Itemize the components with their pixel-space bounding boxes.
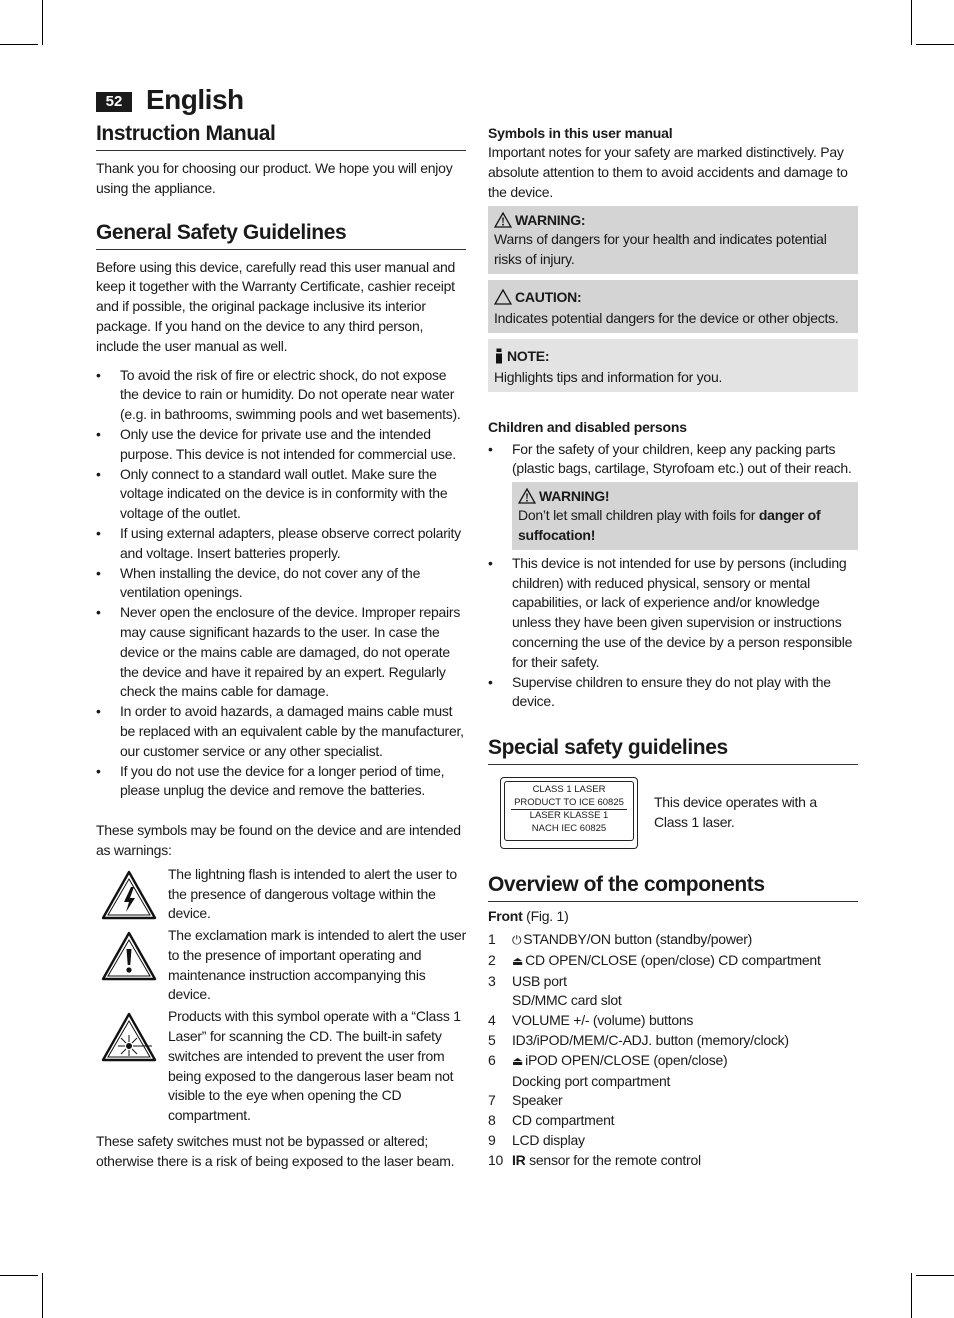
item-number: 8	[488, 1112, 496, 1129]
laser-label-line: NACH IEC 60825	[531, 822, 607, 834]
warning-text: Don’t let small children play with foils for	[518, 507, 759, 524]
symbol-description: The exclamation mark is intended to alert the user to the presence of important operating and maintenance instruction accompanying this device.	[168, 927, 466, 1003]
crop-mark	[916, 1275, 954, 1276]
symbols-manual-intro: Important notes for your safety are marked distinctively. Pay absolute attention to them to avoid accidents and damage to the device.	[488, 144, 848, 200]
item-text: VOLUME +/- (volume) buttons	[512, 1012, 694, 1029]
symbol-row-laser	[96, 1007, 466, 1126]
warning-triangle-icon	[518, 488, 536, 504]
page-language-title: English	[146, 84, 244, 115]
crop-mark	[0, 1275, 38, 1276]
item-text: iPOD OPEN/CLOSE (open/close)	[525, 1051, 728, 1068]
item-number: 6	[488, 1051, 496, 1068]
item-text: sensor for the remote control	[525, 1151, 701, 1168]
caution-text: Indicates potential dangers for the device or other objects.	[494, 309, 839, 326]
item-text: Speaker	[512, 1092, 563, 1109]
item-number: 10	[488, 1151, 504, 1168]
item-text: CD compartment	[512, 1112, 615, 1129]
right-column	[488, 124, 858, 1171]
list-item: • To avoid the risk of fire or electric shock, do not expose the device to rain or humidity. Do not operate near water (e.g. in bathrooms, swimming pools and wet basements).	[96, 366, 466, 425]
laser-warning-icon	[100, 1011, 158, 1063]
item-number: 9	[488, 1131, 496, 1148]
caution-triangle-icon	[494, 289, 512, 305]
item-number: 1	[488, 930, 496, 947]
children-list-continued	[488, 554, 858, 712]
item-number: 3	[488, 972, 496, 989]
caution-box	[488, 280, 858, 333]
children-list	[488, 440, 858, 480]
page-number: 52	[96, 92, 132, 112]
list-item	[488, 951, 858, 972]
item-text: STANDBY/ON button (standby/power)	[523, 930, 753, 947]
children-heading: Children and disabled persons	[488, 418, 687, 435]
symbol-row-exclamation	[96, 926, 466, 1005]
warning-label: WARNING:	[515, 212, 586, 229]
crop-mark	[0, 44, 38, 45]
symbol-description: Products with this symbol operate with a “Class 1 Laser” for scanning the CD. The built-in safety switches are intended to prevent the user from being exposed to the dangerous laser beam not visible to the eye when opening the CD compartment.	[168, 1008, 461, 1124]
laser-class-label	[500, 777, 638, 849]
item-number: 4	[488, 1012, 496, 1029]
laser-label-line: PRODUCT TO ICE 60825	[514, 796, 624, 808]
info-icon	[494, 348, 504, 364]
general-safety-heading: General Safety Guidelines	[96, 219, 466, 250]
components-list	[488, 930, 858, 1171]
front-label: Front	[488, 908, 523, 925]
list-item	[488, 930, 858, 951]
symbols-intro: These symbols may be found on the device and are intended as warnings:	[96, 822, 461, 858]
list-item: • Supervise children to ensure they do not play with the device.	[488, 673, 858, 713]
note-box	[488, 339, 858, 392]
list-item	[488, 1031, 858, 1051]
list-item: • Only use the device for private use and the intended purpose. This device is not intended for commercial use.	[96, 425, 466, 465]
item-text: LCD display	[512, 1131, 585, 1148]
warning-emphasis: danger of suffocation!	[518, 507, 821, 543]
caution-label: CAUTION:	[515, 288, 582, 305]
list-item: • If you do not use the device for a longer period of time, please unplug the device and remove the batteries.	[96, 762, 466, 802]
list-item: • When installing the device, do not cover any of the ventilation openings.	[96, 564, 466, 604]
item-subtext: SD/MMC card slot	[512, 992, 622, 1009]
list-item	[488, 1151, 858, 1171]
laser-class-row	[488, 777, 858, 849]
instruction-manual-heading: Instruction Manual	[96, 120, 466, 151]
left-column	[96, 120, 466, 1172]
warning-text: Warns of dangers for your health and indicates potential risks of injury.	[494, 231, 827, 268]
intro-paragraph: Thank you for choosing our product. We hope you will enjoy using the appliance.	[96, 160, 453, 196]
list-item	[488, 1011, 858, 1031]
crop-mark	[42, 0, 43, 45]
children-warning-text	[518, 506, 852, 546]
item-subtext: Docking port compartment	[512, 1072, 671, 1089]
children-warning-box	[512, 482, 858, 550]
list-item: • If using external adapters, please observe correct polarity and voltage. Insert batteries properly.	[96, 524, 466, 564]
list-item: • In order to avoid hazards, a damaged mains cable must be replaced with an equivalent cable by the manufacturer, our customer service or any other specialist.	[96, 702, 466, 761]
list-item	[488, 1051, 858, 1092]
power-icon: ⏻	[512, 932, 522, 947]
item-text: CD OPEN/CLOSE (open/close) CD compartment	[525, 951, 821, 968]
front-caption	[488, 907, 858, 927]
list-item	[488, 972, 858, 1012]
exclamation-warning-icon	[100, 930, 158, 982]
item-number: 2	[488, 951, 496, 968]
eject-icon: ⏏	[512, 1053, 524, 1068]
symbol-row-lightning	[96, 865, 466, 924]
lightning-warning-icon	[100, 869, 158, 921]
crop-mark	[916, 44, 954, 45]
list-item: • Only connect to a standard wall outlet. Make sure the voltage indicated on the device is in conformity with the voltage of the outlet.	[96, 465, 466, 524]
list-item	[488, 1091, 858, 1111]
warning-box	[488, 206, 858, 274]
eject-icon: ⏏	[512, 953, 524, 968]
laser-class-text: This device operates with a Class 1 laser.	[654, 794, 817, 831]
general-safety-intro: Before using this device, carefully read this user manual and keep it together with the Warranty Certificate, cashier receipt and if possible, the original package inclusive its interior package. If you hand on the device to any third person, include the user manual as well.	[96, 258, 456, 354]
list-item	[488, 1131, 858, 1151]
laser-label-line: CLASS 1 LASER	[532, 784, 606, 796]
symbol-description: The lightning flash is intended to alert the user to the presence of dangerous voltage within the device.	[168, 865, 457, 922]
figure-reference: (Fig. 1)	[522, 908, 569, 925]
item-number: 5	[488, 1031, 496, 1048]
note-label: NOTE:	[507, 347, 550, 364]
crop-mark	[42, 1273, 43, 1318]
list-item: • For the safety of your children, keep any packing parts (plastic bags, cartilage, Styrofoam etc.) out of their reach.	[488, 440, 858, 480]
list-item: • Never open the enclosure of the device. Improper repairs may cause significant hazards to the user. In case the device or the mains cable are damaged, do not operate the device and have it repaired by an expert. Regularly check the mains cable for damage.	[96, 603, 466, 702]
safety-bullet-list	[96, 366, 466, 802]
note-text: Highlights tips and information for you.	[494, 368, 723, 385]
symbols-manual-heading: Symbols in this user manual	[488, 125, 673, 141]
overview-heading: Overview of the components	[488, 871, 858, 902]
special-safety-heading: Special safety guidelines	[488, 734, 858, 765]
item-bold: IR	[512, 1151, 526, 1168]
safety-closing: These safety switches must not be bypassed or altered; otherwise there is a risk of being exposed to the laser beam.	[96, 1133, 455, 1169]
item-text: USB port	[512, 972, 567, 989]
warning-label: WARNING!	[539, 488, 610, 505]
warning-triangle-icon	[494, 212, 512, 228]
crop-mark	[911, 1273, 912, 1318]
laser-label-line: LASER KLASSE 1	[529, 810, 609, 822]
item-number: 7	[488, 1092, 496, 1109]
list-item	[488, 1111, 858, 1131]
item-text: ID3/iPOD/MEM/C-ADJ. button (memory/clock)	[512, 1031, 789, 1048]
list-item: • This device is not intended for use by persons (including children) with reduced physical, sensory or mental capabilities, or lack of experience and/or knowledge unless they have been given supervision or instructions concerning the use of the device by a person responsible for their safety.	[488, 554, 858, 673]
crop-mark	[911, 0, 912, 45]
